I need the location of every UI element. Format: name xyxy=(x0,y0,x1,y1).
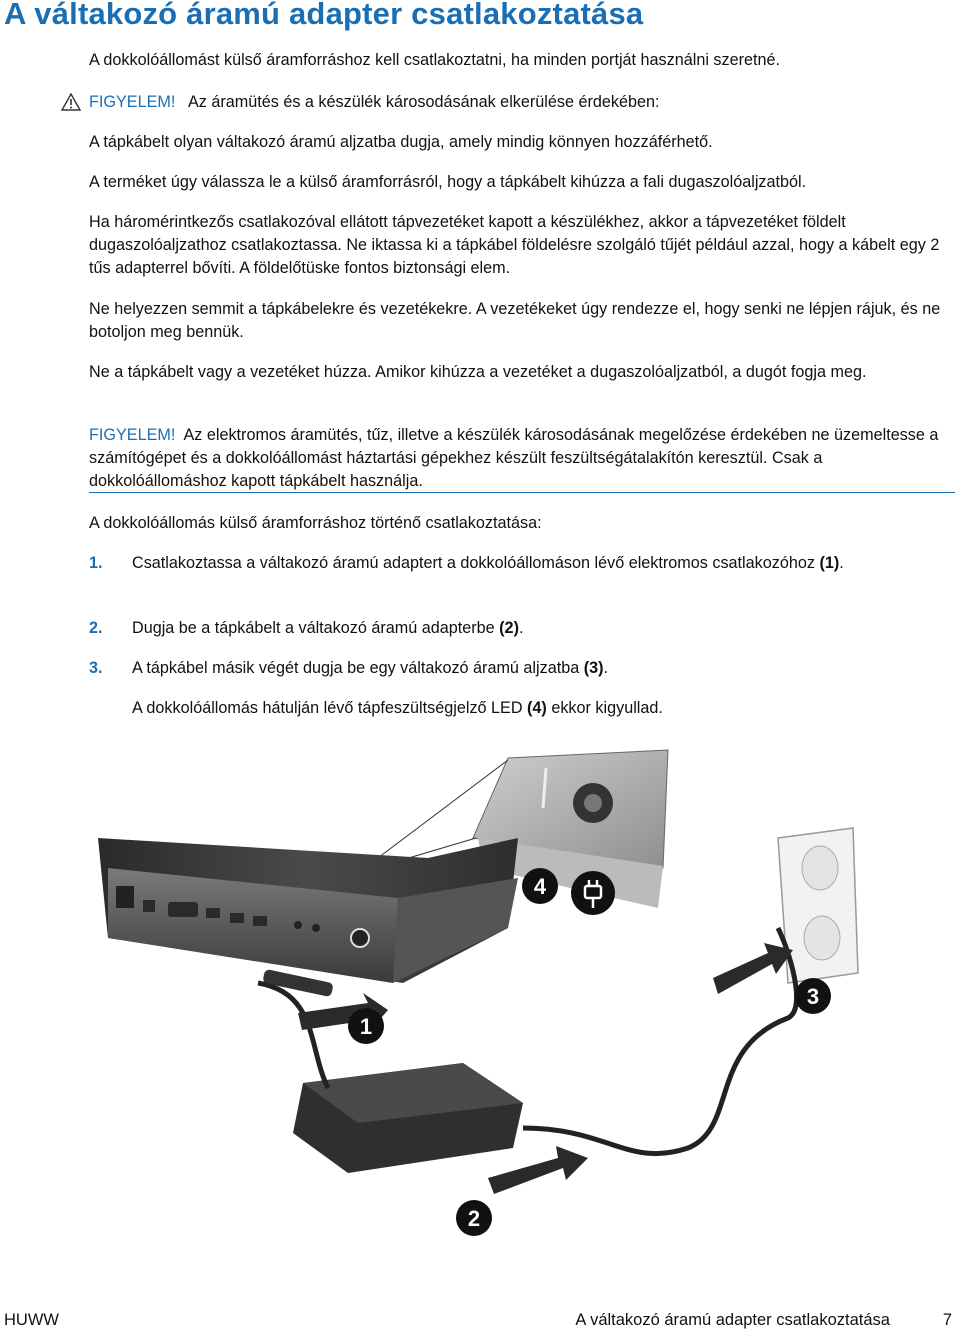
warning-triangle-icon xyxy=(61,93,81,111)
step-3-text: A tápkábel másik végét dugja be egy váltakozó áramú aljzatba xyxy=(132,659,580,677)
docking-station-illustration xyxy=(88,748,868,1293)
svg-text:1: 1 xyxy=(359,1014,373,1039)
warning-2-paragraph xyxy=(89,424,955,493)
step-3-period: . xyxy=(603,659,609,677)
step-number: 1. xyxy=(89,554,103,572)
footer-page-number: 7 xyxy=(942,1311,952,1329)
warning-1-item: A terméket úgy válassza le a külső áramforrásról, hogy a tápkábelt kihúzza a fali dugaszolóaljzatból. xyxy=(89,173,807,191)
arrow-icon xyxy=(488,1146,588,1194)
step-3-callout-ref: (3) xyxy=(583,659,604,677)
docking-station xyxy=(98,838,518,983)
step-number: 2. xyxy=(89,619,103,637)
warning-2-text: Az elektromos áramütés, tűz, illetve a készülék károsodásának megelőzése érdekében ne üzemeltesse a számítógépet és a dokkolóállomást háztartási gépekhez készült feszültségátalakítón keresztül. Csak a dokkolóállomáshoz kapott tápkábelt használja. xyxy=(89,426,939,490)
svg-text:2: 2 xyxy=(467,1206,481,1231)
step-text xyxy=(132,617,955,640)
step-note xyxy=(132,697,955,720)
warning-1-heading xyxy=(89,91,955,114)
step-1-text: Csatlakoztassa a váltakozó áramú adaptert a dokkolóállomáson lévő elektromos csatlakozóhoz xyxy=(132,554,815,572)
procedure-intro: A dokkolóállomás külső áramforráshoz történő csatlakoztatása: xyxy=(89,514,542,532)
power-plug-icon xyxy=(571,871,615,915)
arrow-icon xyxy=(713,943,793,994)
step-2-text: Dugja be a tápkábelt a váltakozó áramú adapterbe xyxy=(132,619,495,637)
warning-1-label: FIGYELEM! xyxy=(89,93,176,111)
footer-section-title: A váltakozó áramú adapter csatlakoztatása xyxy=(575,1311,890,1329)
footer-left: HUWW xyxy=(4,1311,59,1329)
intro-paragraph: A dokkolóállomást külső áramforráshoz kell csatlakoztatni, ha minden portját használni szeretné. xyxy=(89,51,781,69)
warning-1-item: Ha háromérintkezős csatlakozóval ellátott tápvezetéket kapott a készülékhez, akkor a tápvezetéket földelt dugaszolóaljzathoz csatlakoztassa. Ne iktassa ki a tápkábel földelésre szolgáló tűjét például azzal, hogy a kábelt egy 2 tűs adapterrel bővíti. A földelőtüske fontos biztonsági elem. xyxy=(89,213,940,277)
step-number: 3. xyxy=(89,659,103,677)
warning-2-label: FIGYELEM! xyxy=(89,426,176,444)
step-note-text: A dokkolóállomás hátulján lévő tápfeszültségjelző LED xyxy=(132,699,523,717)
step-note-text-end: ekkor kigyullad. xyxy=(551,699,663,717)
step-text xyxy=(132,657,955,680)
svg-text:4: 4 xyxy=(533,874,547,899)
step-2-period: . xyxy=(518,619,524,637)
page-title: A váltakozó áramú adapter csatlakoztatása xyxy=(4,0,644,31)
callout-2 xyxy=(456,1200,492,1236)
step-1-period: . xyxy=(839,554,844,572)
warning-divider xyxy=(89,492,955,493)
callout-1 xyxy=(348,1008,384,1044)
step-1-callout-ref: (1) xyxy=(819,554,840,572)
step-2-callout-ref: (2) xyxy=(499,619,519,637)
callout-4 xyxy=(522,868,558,904)
warning-1-text: Az áramütés és a készülék károsodásának elkerülése érdekében: xyxy=(187,93,660,111)
svg-text:3: 3 xyxy=(806,984,820,1009)
warning-1-item: Ne helyezzen semmit a tápkábelekre és vezetékekre. A vezetékeket úgy rendezze el, hogy senki ne lépjen rájuk, és ne botoljon meg bennük. xyxy=(89,300,941,341)
ac-adapter xyxy=(293,1063,523,1173)
step-text xyxy=(132,552,955,575)
warning-1-item: A tápkábelt olyan váltakozó áramú aljzatba dugja, amely mindig könnyen hozzáférhető. xyxy=(89,133,713,151)
warning-1-item: Ne a tápkábelt vagy a vezetéket húzza. Amikor kihúzza a vezetéket a dugaszolóaljzatból, a dugót fogja meg. xyxy=(89,363,867,381)
step-note-callout-ref: (4) xyxy=(527,699,547,717)
callout-3 xyxy=(795,978,831,1014)
